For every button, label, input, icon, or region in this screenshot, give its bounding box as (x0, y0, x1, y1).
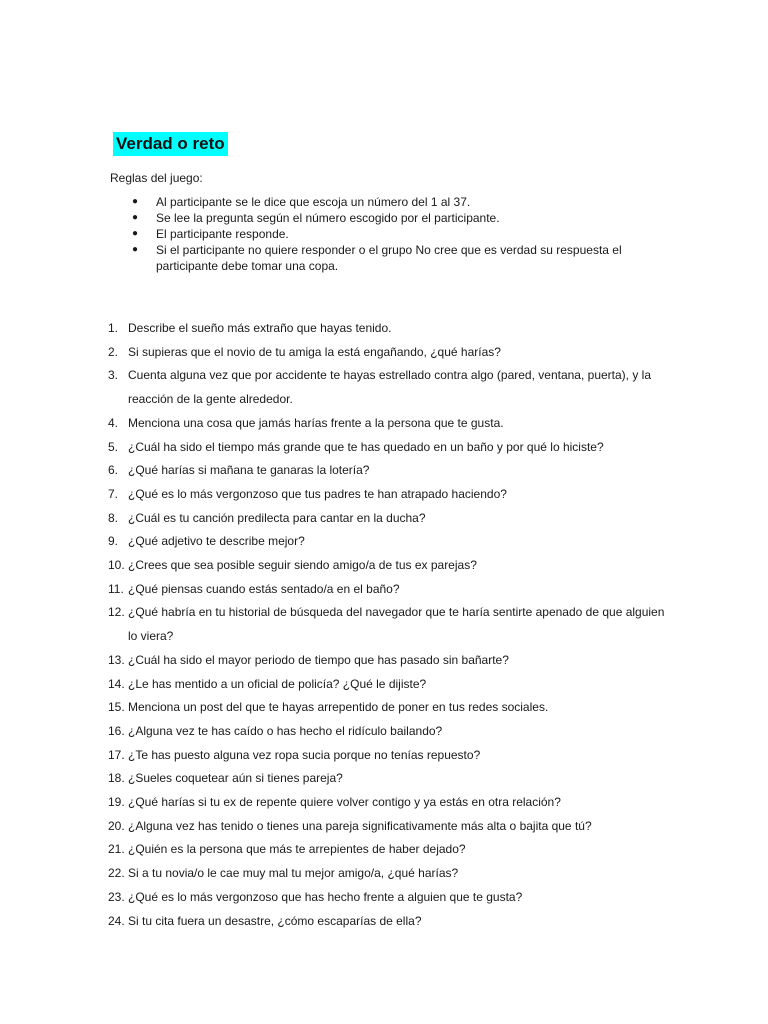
questions-list (108, 317, 668, 933)
question-number: 4. (108, 415, 119, 430)
question-item (108, 412, 668, 436)
question-item (108, 364, 668, 411)
question-number: 18. (108, 771, 125, 786)
question-text: ¿Qué harías si tu ex de repente quiere volver contigo y ya estás en otra relación? (128, 795, 561, 810)
question-number: 23. (108, 889, 125, 904)
rule-text: Si el participante no quiere responder o el grupo No cree que es verdad su respuesta el participante debe tomar una copa. (156, 243, 622, 273)
question-text: ¿Qué adjetivo te describe mejor? (128, 534, 305, 549)
question-number: 2. (108, 344, 119, 359)
question-number: 8. (108, 510, 119, 525)
question-text: Si a tu novia/o le cae muy mal tu mejor amigo/a, ¿qué harías? (128, 866, 459, 881)
bullet-icon: ● (132, 244, 139, 255)
rule-item (110, 194, 670, 210)
document-title: Verdad o reto (113, 132, 228, 156)
question-number: 17. (108, 747, 125, 762)
bullet-icon: ● (132, 196, 139, 207)
question-item (108, 436, 668, 460)
question-text: ¿Cuál es tu canción predilecta para cantar en la ducha? (128, 510, 426, 525)
question-item (108, 530, 668, 554)
question-number: 1. (108, 321, 119, 335)
question-text: Describe el sueño más extraño que hayas tenido. (128, 321, 392, 335)
question-item (108, 341, 668, 365)
rule-text: Al participante se le dice que escoja un número del 1 al 37. (156, 195, 471, 209)
question-text: ¿Cuál ha sido el mayor periodo de tiempo que has pasado sin bañarte? (128, 652, 509, 667)
bullet-icon: ● (132, 228, 139, 239)
question-item (108, 459, 668, 483)
question-item (108, 886, 668, 910)
question-number: 19. (108, 795, 125, 810)
question-text: ¿Cuál ha sido el tiempo más grande que te has quedado en un baño y por qué lo hiciste? (128, 439, 604, 454)
question-number: 24. (108, 913, 125, 928)
question-number: 14. (108, 676, 125, 691)
rule-text: Se lee la pregunta según el número escogido por el participante. (156, 211, 500, 225)
question-number: 15. (108, 700, 125, 715)
bullet-icon: ● (132, 212, 139, 223)
question-number: 3. (108, 368, 119, 383)
question-text: Si supieras que el novio de tu amiga la está engañando, ¿qué harías? (128, 344, 501, 359)
rule-item (110, 210, 670, 226)
question-text: ¿Alguna vez has tenido o tienes una pareja significativamente más alta o bajita que tú? (128, 818, 592, 833)
question-number: 13. (108, 652, 125, 667)
question-text: Cuenta alguna vez que por accidente te hayas estrellado contra algo (pared, ventana, puerta), y la reacción de la gente alrededor. (128, 368, 652, 407)
question-item (108, 744, 668, 768)
question-item (108, 483, 668, 507)
rules-list (110, 194, 670, 274)
question-text: ¿Sueles coquetear aún si tienes pareja? (128, 771, 343, 786)
question-number: 9. (108, 534, 119, 549)
question-text: Menciona una cosa que jamás harías frente a la persona que te gusta. (128, 415, 504, 430)
question-item (108, 720, 668, 744)
question-text: ¿Qué es lo más vergonzoso que tus padres te han atrapado haciendo? (128, 486, 507, 501)
question-number: 22. (108, 866, 125, 881)
question-text: Si tu cita fuera un desastre, ¿cómo escaparías de ella? (128, 913, 422, 928)
rule-item (110, 242, 670, 274)
question-number: 6. (108, 463, 119, 478)
question-number: 12. (108, 605, 125, 620)
question-text: ¿Crees que sea posible seguir siendo amigo/a de tus ex parejas? (128, 558, 477, 573)
question-item (108, 507, 668, 531)
question-number: 10. (108, 558, 125, 573)
question-number: 5. (108, 439, 119, 454)
question-number: 7. (108, 486, 119, 501)
question-item (108, 317, 668, 341)
question-item (108, 696, 668, 720)
question-number: 11. (108, 581, 124, 596)
question-item (108, 838, 668, 862)
question-text: ¿Le has mentido a un oficial de policía? ¿Qué le dijiste? (128, 676, 427, 691)
question-text: ¿Te has puesto alguna vez ropa sucia porque no tenías repuesto? (128, 747, 481, 762)
question-item (108, 649, 668, 673)
question-text: Menciona un post del que te hayas arrepentido de poner en tus redes sociales. (128, 700, 549, 715)
question-item (108, 601, 668, 648)
question-text: ¿Qué es lo más vergonzoso que has hecho frente a alguien que te gusta? (128, 889, 523, 904)
rule-item (110, 226, 670, 242)
question-text: ¿Alguna vez te has caído o has hecho el ridículo bailando? (128, 723, 443, 738)
rule-text: El participante responde. (156, 227, 289, 241)
question-item (108, 767, 668, 791)
question-item (108, 862, 668, 886)
question-item (108, 554, 668, 578)
question-item (108, 673, 668, 697)
question-text: ¿Quién es la persona que más te arrepientes de haber dejado? (128, 842, 466, 857)
question-number: 16. (108, 723, 125, 738)
question-item (108, 910, 668, 934)
question-item (108, 815, 668, 839)
question-number: 21. (108, 842, 125, 857)
question-item (108, 791, 668, 815)
question-text: ¿Qué habría en tu historial de búsqueda del navegador que te haría sentirte apenado de que alguien lo viera? (128, 605, 665, 644)
rules-heading: Reglas del juego: (110, 171, 203, 185)
question-text: ¿Qué harías si mañana te ganaras la lotería? (128, 463, 370, 478)
question-number: 20. (108, 818, 125, 833)
question-item (108, 578, 668, 602)
question-text: ¿Qué piensas cuando estás sentado/a en el baño? (128, 581, 400, 596)
